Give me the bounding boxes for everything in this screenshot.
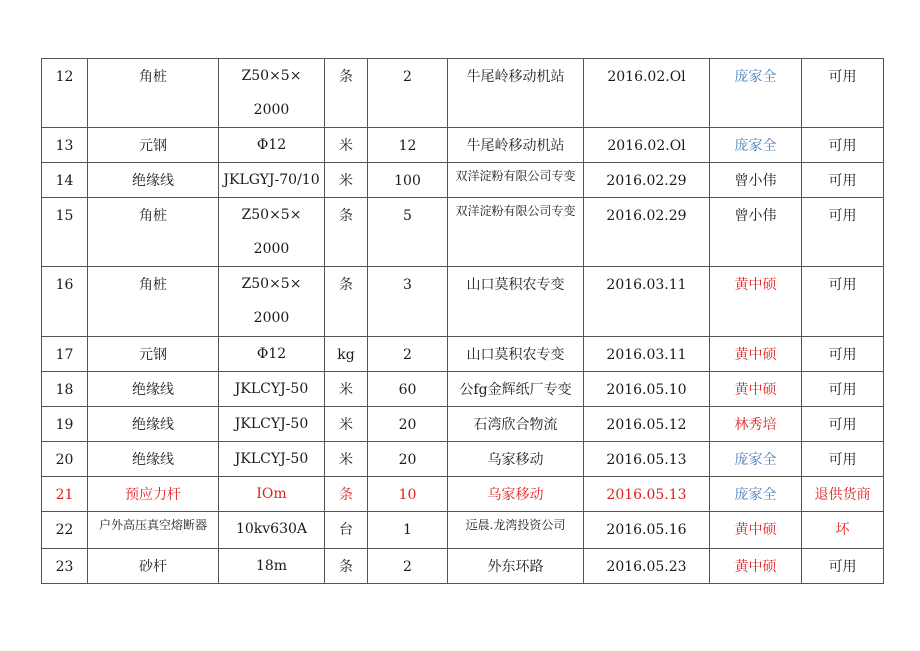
table-row: [42, 442, 884, 477]
cell-location: 乌家移动: [448, 442, 584, 477]
cell-spec: [219, 442, 325, 477]
spec-line: 18m: [255, 558, 288, 574]
table-row: [42, 337, 884, 372]
cell-status: 可用: [802, 163, 884, 198]
spec-line-2: 2000: [253, 310, 290, 326]
cell-qty: 1: [368, 512, 448, 549]
cell-unit: 台: [325, 512, 368, 549]
cell-date: 2016.02.29: [584, 198, 710, 267]
cell-person: 林秀培: [710, 407, 802, 442]
cell-person: 庞家全: [710, 128, 802, 163]
spec-line: Z50×5×: [241, 68, 302, 84]
cell-person: 黄中硕: [710, 337, 802, 372]
cell-qty: 2: [368, 337, 448, 372]
cell-person: 曾小伟: [710, 198, 802, 267]
cell-no: 15: [42, 198, 88, 267]
cell-name: 绝缘线: [88, 372, 219, 407]
table-row: [42, 163, 884, 198]
cell-status: 可用: [802, 337, 884, 372]
cell-status: 可用: [802, 442, 884, 477]
table-row: [42, 372, 884, 407]
spec-line: 10kv630A: [235, 521, 308, 537]
cell-spec: [219, 407, 325, 442]
cell-unit: 条: [325, 267, 368, 337]
ledger-body: [42, 59, 884, 584]
cell-no: 22: [42, 512, 88, 549]
cell-location: 山口莫积农专变: [448, 337, 584, 372]
cell-location: 双洋淀粉有限公司专变: [448, 163, 584, 198]
cell-no: 12: [42, 59, 88, 128]
cell-name: 元钢: [88, 337, 219, 372]
cell-date: 2016.02.Ol: [584, 128, 710, 163]
spec-line: JKLCYJ-50: [234, 381, 309, 397]
cell-no: 20: [42, 442, 88, 477]
cell-date: 2016.03.11: [584, 267, 710, 337]
cell-unit: 米: [325, 407, 368, 442]
cell-no: 13: [42, 128, 88, 163]
cell-unit: 米: [325, 372, 368, 407]
cell-location: 山口莫积农专变: [448, 267, 584, 337]
cell-person: 庞家全: [710, 442, 802, 477]
cell-unit: kg: [325, 337, 368, 372]
cell-person: 庞家全: [710, 477, 802, 512]
table-row: [42, 128, 884, 163]
cell-unit: 条: [325, 59, 368, 128]
cell-qty: 20: [368, 407, 448, 442]
cell-unit: 米: [325, 128, 368, 163]
cell-name: 角桩: [88, 267, 219, 337]
cell-name: 元钢: [88, 128, 219, 163]
cell-date: 2016.05.23: [584, 549, 710, 584]
cell-spec: [219, 267, 325, 337]
spec-line: JKLCYJ-50: [234, 416, 309, 432]
cell-spec: [219, 128, 325, 163]
cell-name: 绝缘线: [88, 407, 219, 442]
spec-line: Z50×5×: [241, 207, 302, 223]
cell-spec: [219, 372, 325, 407]
cell-spec: [219, 512, 325, 549]
cell-spec: [219, 59, 325, 128]
cell-unit: 米: [325, 442, 368, 477]
cell-name: 角桩: [88, 59, 219, 128]
cell-no: 21: [42, 477, 88, 512]
spec-line-2: 2000: [253, 102, 290, 118]
cell-date: 2016.05.12: [584, 407, 710, 442]
cell-name: 户外高压真空熔断器: [88, 512, 219, 549]
cell-no: 23: [42, 549, 88, 584]
cell-unit: 米: [325, 163, 368, 198]
cell-no: 18: [42, 372, 88, 407]
cell-location: 远晨.龙湾投资公司: [448, 512, 584, 549]
spec-line: JKLGYJ-70/10: [223, 172, 320, 188]
cell-status: 可用: [802, 372, 884, 407]
cell-name: 角桩: [88, 198, 219, 267]
cell-date: 2016.05.10: [584, 372, 710, 407]
table-row: [42, 512, 884, 549]
cell-spec: [219, 477, 325, 512]
cell-spec: [219, 163, 325, 198]
spec-line: IOm: [256, 486, 287, 502]
cell-name: 绝缘线: [88, 163, 219, 198]
cell-person: 黄中硕: [710, 372, 802, 407]
table-row: [42, 59, 884, 128]
cell-qty: 5: [368, 198, 448, 267]
cell-person: 庞家全: [710, 59, 802, 128]
table-row: [42, 267, 884, 337]
cell-status: 坏: [802, 512, 884, 549]
cell-spec: [219, 337, 325, 372]
cell-name: 砂杆: [88, 549, 219, 584]
cell-location: 石湾欣合物流: [448, 407, 584, 442]
cell-status: 退供货商: [802, 477, 884, 512]
cell-person: 曾小伟: [710, 163, 802, 198]
cell-location: 外东环路: [448, 549, 584, 584]
cell-date: 2016.05.16: [584, 512, 710, 549]
cell-location: 公fg金辉纸厂专变: [448, 372, 584, 407]
cell-qty: 2: [368, 59, 448, 128]
material-ledger-table: [41, 58, 884, 584]
cell-status: 可用: [802, 267, 884, 337]
cell-location: 牛尾岭移动机站: [448, 59, 584, 128]
cell-unit: 条: [325, 198, 368, 267]
cell-no: 14: [42, 163, 88, 198]
cell-qty: 2: [368, 549, 448, 584]
table-row: [42, 198, 884, 267]
cell-spec: [219, 198, 325, 267]
cell-qty: 10: [368, 477, 448, 512]
cell-unit: 条: [325, 549, 368, 584]
spec-line: Φ12: [256, 346, 287, 362]
cell-no: 19: [42, 407, 88, 442]
spec-line-2: 2000: [253, 241, 290, 257]
table-row: [42, 549, 884, 584]
cell-no: 17: [42, 337, 88, 372]
cell-status: 可用: [802, 549, 884, 584]
spec-line: JKLCYJ-50: [234, 451, 309, 467]
cell-name: 预应力杆: [88, 477, 219, 512]
spec-line: Z50×5×: [241, 276, 302, 292]
cell-person: 黄中硕: [710, 267, 802, 337]
table-row: [42, 407, 884, 442]
cell-name: 绝缘线: [88, 442, 219, 477]
cell-status: 可用: [802, 198, 884, 267]
cell-date: 2016.05.13: [584, 477, 710, 512]
cell-location: 双洋淀粉有限公司专变: [448, 198, 584, 267]
cell-status: 可用: [802, 407, 884, 442]
cell-no: 16: [42, 267, 88, 337]
cell-qty: 100: [368, 163, 448, 198]
cell-date: 2016.02.Ol: [584, 59, 710, 128]
cell-status: 可用: [802, 59, 884, 128]
table-row: [42, 477, 884, 512]
cell-location: 乌家移动: [448, 477, 584, 512]
cell-date: 2016.02.29: [584, 163, 710, 198]
cell-person: 黄中硕: [710, 549, 802, 584]
cell-person: 黄中硕: [710, 512, 802, 549]
cell-qty: 60: [368, 372, 448, 407]
spec-line: Φ12: [256, 137, 287, 153]
cell-qty: 20: [368, 442, 448, 477]
cell-location: 牛尾岭移动机站: [448, 128, 584, 163]
cell-qty: 12: [368, 128, 448, 163]
cell-spec: [219, 549, 325, 584]
cell-status: 可用: [802, 128, 884, 163]
cell-date: 2016.03.11: [584, 337, 710, 372]
cell-qty: 3: [368, 267, 448, 337]
cell-date: 2016.05.13: [584, 442, 710, 477]
cell-unit: 条: [325, 477, 368, 512]
